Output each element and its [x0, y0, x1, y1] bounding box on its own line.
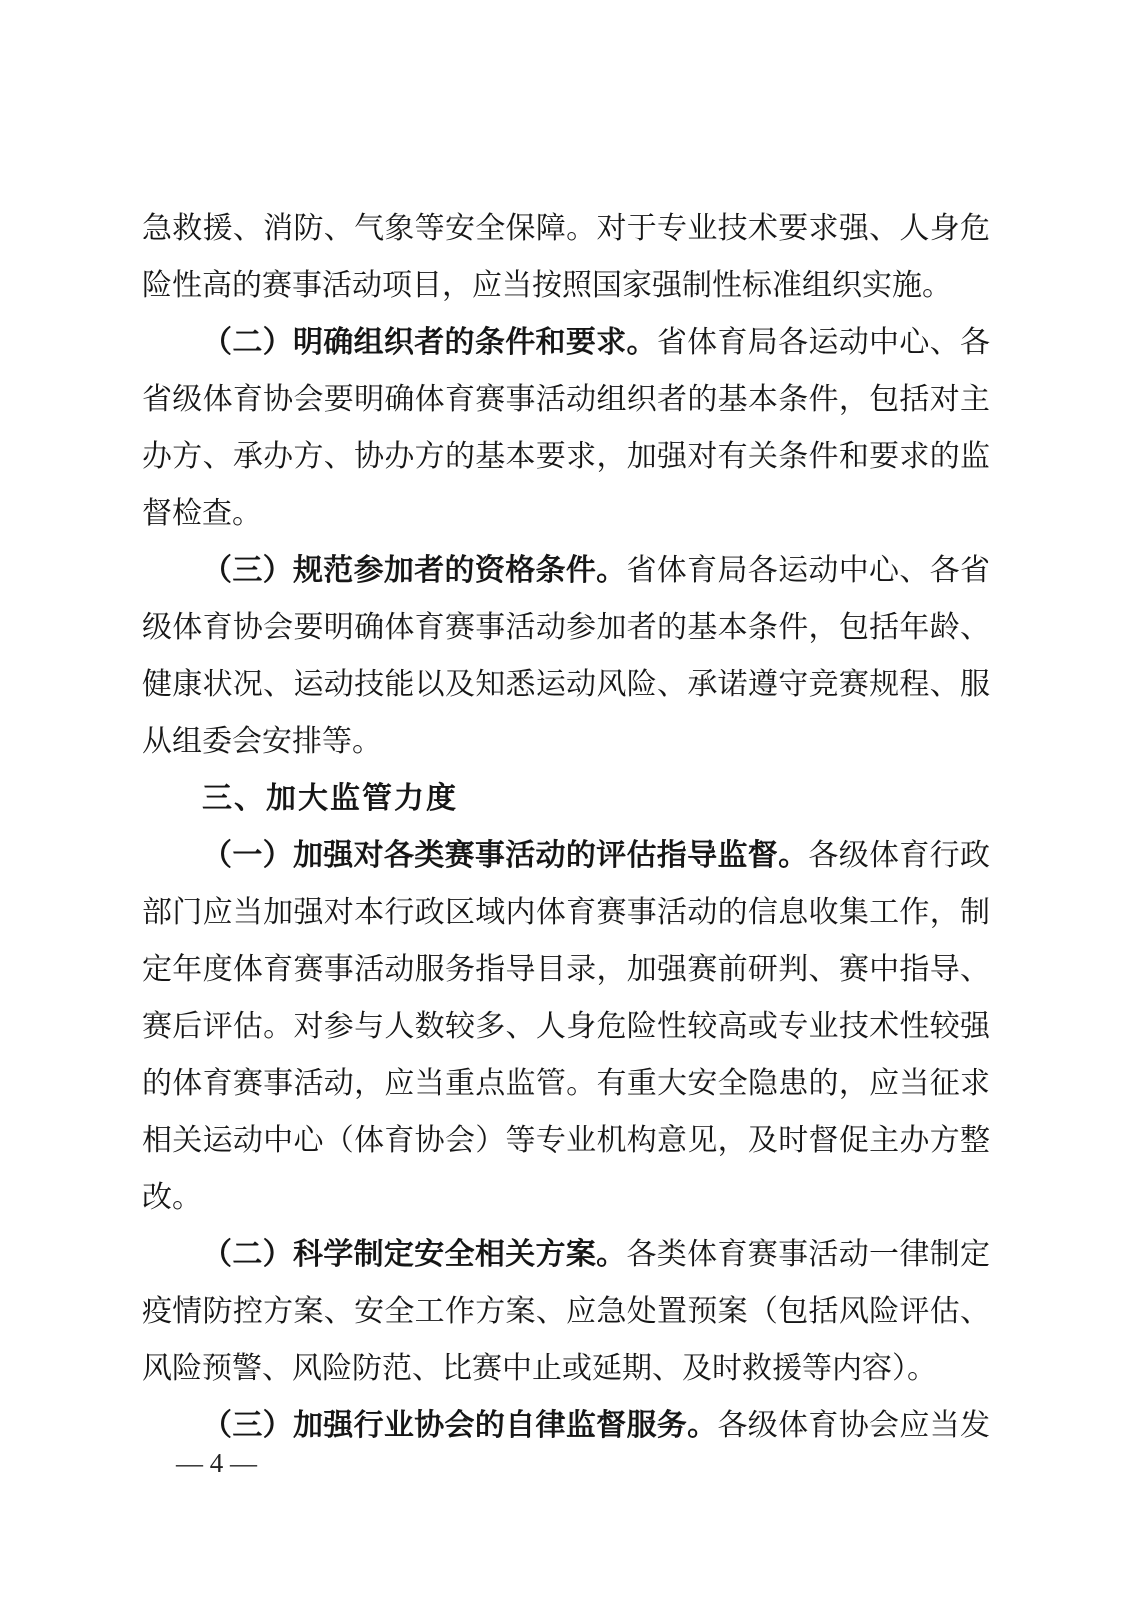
text-line — [142, 314, 990, 371]
line-body-text: 定年度体育赛事活动服务指导目录，加强赛前研判、赛中指导、 — [142, 953, 990, 986]
line-body-text: 督检查。 — [142, 497, 262, 530]
text-line — [142, 428, 990, 485]
line-lead-text: （一）加强对各类赛事活动的评估指导监督。 — [202, 839, 809, 872]
line-body-text: 改。 — [142, 1181, 202, 1214]
text-line — [142, 998, 990, 1055]
line-lead-text: （三）规范参加者的资格条件。 — [202, 554, 627, 587]
section-heading — [142, 770, 990, 827]
text-line — [142, 827, 990, 884]
text-line — [142, 656, 990, 713]
line-body-text: 疫情防控方案、安全工作方案、应急处置预案（包括风险评估、 — [142, 1295, 990, 1328]
line-body-text: 健康状况、运动技能以及知悉运动风险、承诺遵守竞赛规程、服 — [142, 668, 990, 701]
text-line — [142, 884, 990, 941]
text-line — [142, 371, 990, 428]
text-line — [142, 1283, 990, 1340]
text-line — [142, 941, 990, 998]
line-body-text: 省体育局各运动中心、各 — [656, 326, 991, 359]
line-body-text: 的体育赛事活动，应当重点监管。有重大安全隐患的，应当征求 — [142, 1067, 990, 1100]
line-body-text: 相关运动中心（体育协会）等专业机构意见，及时督促主办方整 — [142, 1124, 990, 1157]
line-lead-text: （二）科学制定安全相关方案。 — [202, 1238, 627, 1271]
line-lead-text: （二）明确组织者的条件和要求。 — [202, 326, 657, 359]
text-line — [142, 257, 990, 314]
text-line — [142, 1055, 990, 1112]
text-line — [142, 1397, 990, 1454]
line-body-text: 各级体育协会应当发 — [717, 1409, 991, 1442]
text-line — [142, 1226, 990, 1283]
line-lead-text: （三）加强行业协会的自律监督服务。 — [202, 1409, 718, 1442]
text-line — [142, 1112, 990, 1169]
text-line — [142, 485, 990, 542]
line-body-text: 办方、承办方、协办方的基本要求，加强对有关条件和要求的监 — [142, 440, 990, 473]
line-body-text: 部门应当加强对本行政区域内体育赛事活动的信息收集工作，制 — [142, 896, 990, 929]
text-line — [142, 713, 990, 770]
line-body-text: 级体育协会要明确体育赛事活动参加者的基本条件，包括年龄、 — [142, 611, 990, 644]
line-body-text: 险性高的赛事活动项目，应当按照国家强制性标准组织实施。 — [142, 269, 952, 302]
line-body-text: 省级体育协会要明确体育赛事活动组织者的基本条件，包括对主 — [142, 383, 990, 416]
document-body — [142, 200, 990, 1454]
line-body-text: 赛后评估。对参与人数较多、人身危险性较高或专业技术性较强 — [142, 1010, 990, 1043]
text-line — [142, 542, 990, 599]
line-body-text: 各类体育赛事活动一律制定 — [626, 1238, 991, 1271]
line-body-text: 各级体育行政 — [808, 839, 991, 872]
text-line — [142, 1340, 990, 1397]
text-line — [142, 1169, 990, 1226]
line-body-text: 风险预警、风险防范、比赛中止或延期、及时救援等内容）。 — [142, 1352, 937, 1385]
text-line — [142, 599, 990, 656]
text-line — [142, 200, 990, 257]
line-body-text: 省体育局各运动中心、各省 — [626, 554, 991, 587]
section-heading-text: 三、加大监管力度 — [202, 782, 458, 815]
line-body-text: 从组委会安排等。 — [142, 725, 382, 758]
page-number: — 4 — — [176, 1448, 257, 1478]
line-body-text: 急救援、消防、气象等安全保障。对于专业技术要求强、人身危 — [142, 212, 990, 245]
